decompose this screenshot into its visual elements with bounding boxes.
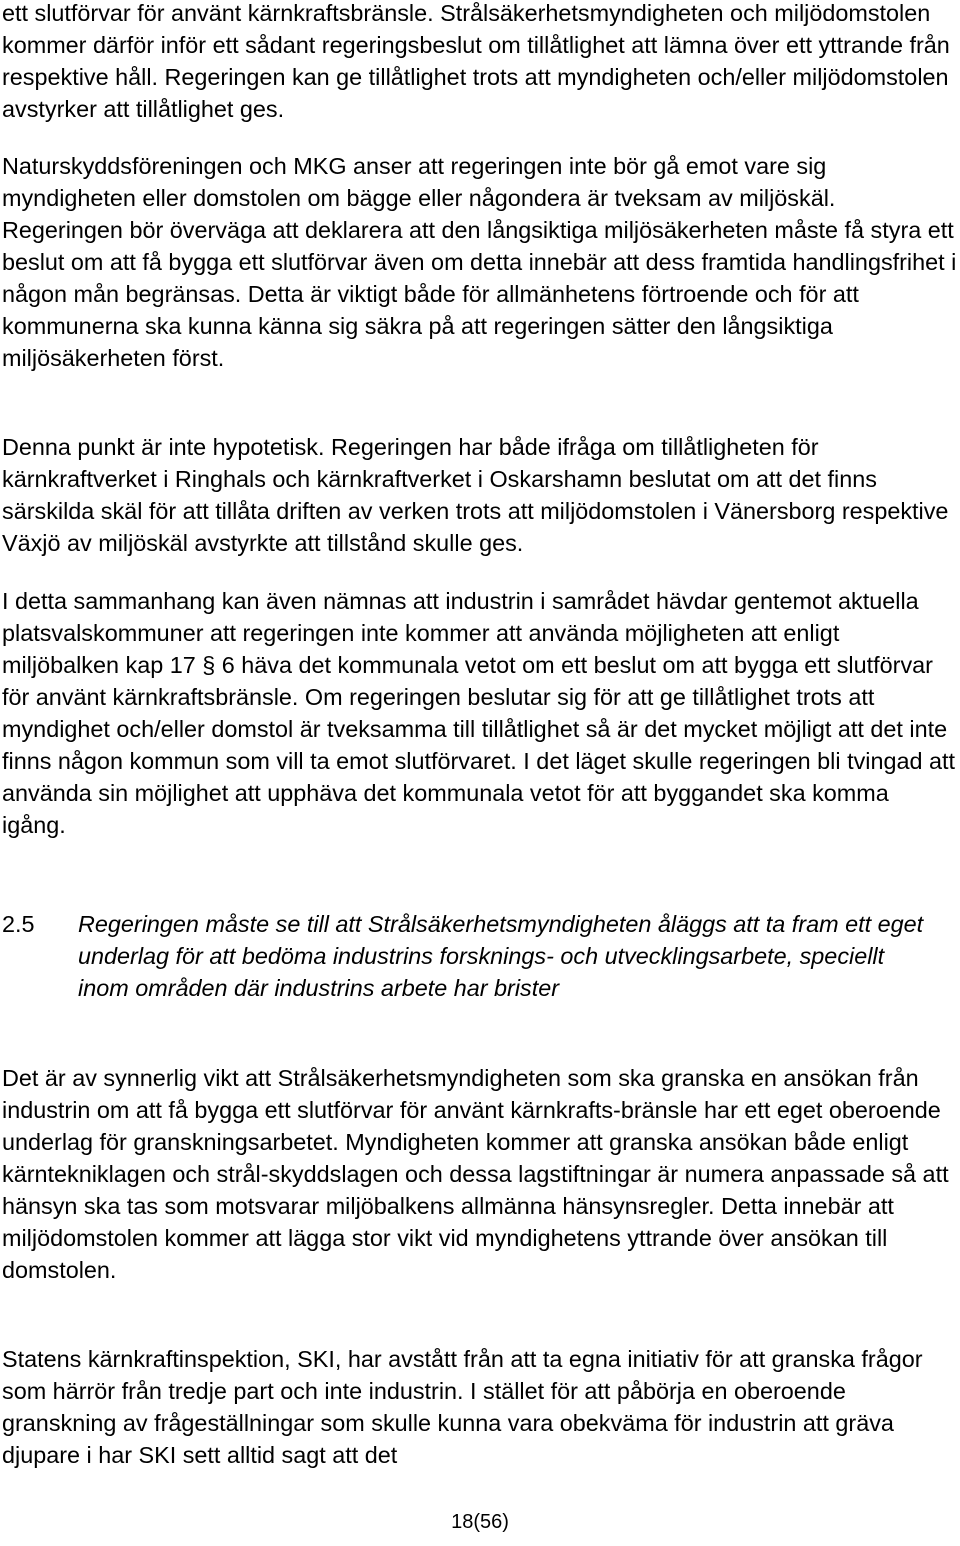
paragraph-hypotetisk: Denna punkt är inte hypotetisk. Regeringen har både ifråga om tillåtligheten för kärnkraftverket i Ringhals och kärnkraftverket i Oskarshamn beslutat om att det finns särskilda skäl för att tillåta driften av verken trots att miljödomstolen i Vänersborg respektive Växjö av miljöskäl avstyrkte att tillstånd skulle ges. bbox=[2, 434, 949, 556]
paragraph-continuation: ett slutförvar för använt kärnkraftsbränsle. Strålsäkerhetsmyndigheten och miljödomstolen kommer därför inför ett sådant regeringsbeslut om tillåtlighet att lämna över ett yttrande från respektive håll. Regeringen kan ge tillåtlighet trots att myndigheten och/eller miljödomstolen avstyrker att tillåtlighet ges. bbox=[2, 0, 950, 122]
paragraph-naturskyddsforeningen: Naturskyddsföreningen och MKG anser att regeringen inte bör gå emot vare sig myndigheten eller domstolen om bägge eller någondera är tveksam av miljöskäl. Regeringen bör överväga att deklarera att den långsiktiga miljösäkerheten måste få styra ett beslut om att få bygga ett slutförvar även om detta innebär att dess framtida handlingsfrihet i någon mån begränsas. Detta är viktigt både för allmänhetens förtroende och för att kommunerna ska kunna känna sig säkra på att regeringen sätter den långsiktiga miljösäkerheten först. bbox=[2, 153, 957, 371]
paragraph-sammanhang: I detta sammanhang kan även nämnas att industrin i samrådet hävdar gentemot aktuella platsvalskommuner att regeringen inte kommer att använda möjligheten att enligt miljöbalken kap 17 § 6 häva det kommunala vetot om ett beslut om att bygga ett slutförvar för använt kärnkraftsbränsle. Om regeringen beslutar sig för att ge tillåtlighet trots att myndighet och/eller domstol är tveksamma till tillåtlighet så är det mycket möjligt att det inte finns någon kommun som vill ta emot slutförvaret. I det läget skulle regeringen bli tvingad att använda sin möjlighet att upphäva det kommunala vetot för att byggandet ska komma igång. bbox=[2, 588, 956, 838]
section-title: Regeringen måste se till att Strålsäkerhetsmyndigheten åläggs att ta fram ett eget underlag för att bedöma industrins forsknings- och utvecklingsarbete, speciellt inom områden där industrins arbete har brister bbox=[78, 911, 924, 1001]
page-number: 18(56) bbox=[451, 1511, 509, 1533]
paragraph-stralsakerhet: Det är av synnerlig vikt att Strålsäkerhetsmyndigheten som ska granska en ansökan från industrin om att få bygga ett slutförvar för använt kärnkrafts-bränsle har ett eget oberoende underlag för granskningsarbetet. Myndigheten kommer att granska ansökan både enligt kärntekniklagen och strål-skyddslagen och dessa lagstiftningar är numera anpassade så att hänsyn ska tas som motsvarar miljöbalkens allmänna hänsynsregler. Detta innebär att miljödomstolen kommer att lägga stor vikt vid myndighetens yttrande över ansökan till domstolen. bbox=[2, 1065, 949, 1283]
paragraph-ski: Statens kärnkraftinspektion, SKI, har avstått från att ta egna initiativ för att granska frågor som härrör från tredje part och inte industrin. I stället för att påbörja en oberoende granskning av frågeställningar som skulle kunna vara obekväma för industrin att gräva djupare i har SKI sett alltid sagt att det bbox=[2, 1346, 923, 1468]
section-number: 2.5 bbox=[2, 911, 35, 937]
